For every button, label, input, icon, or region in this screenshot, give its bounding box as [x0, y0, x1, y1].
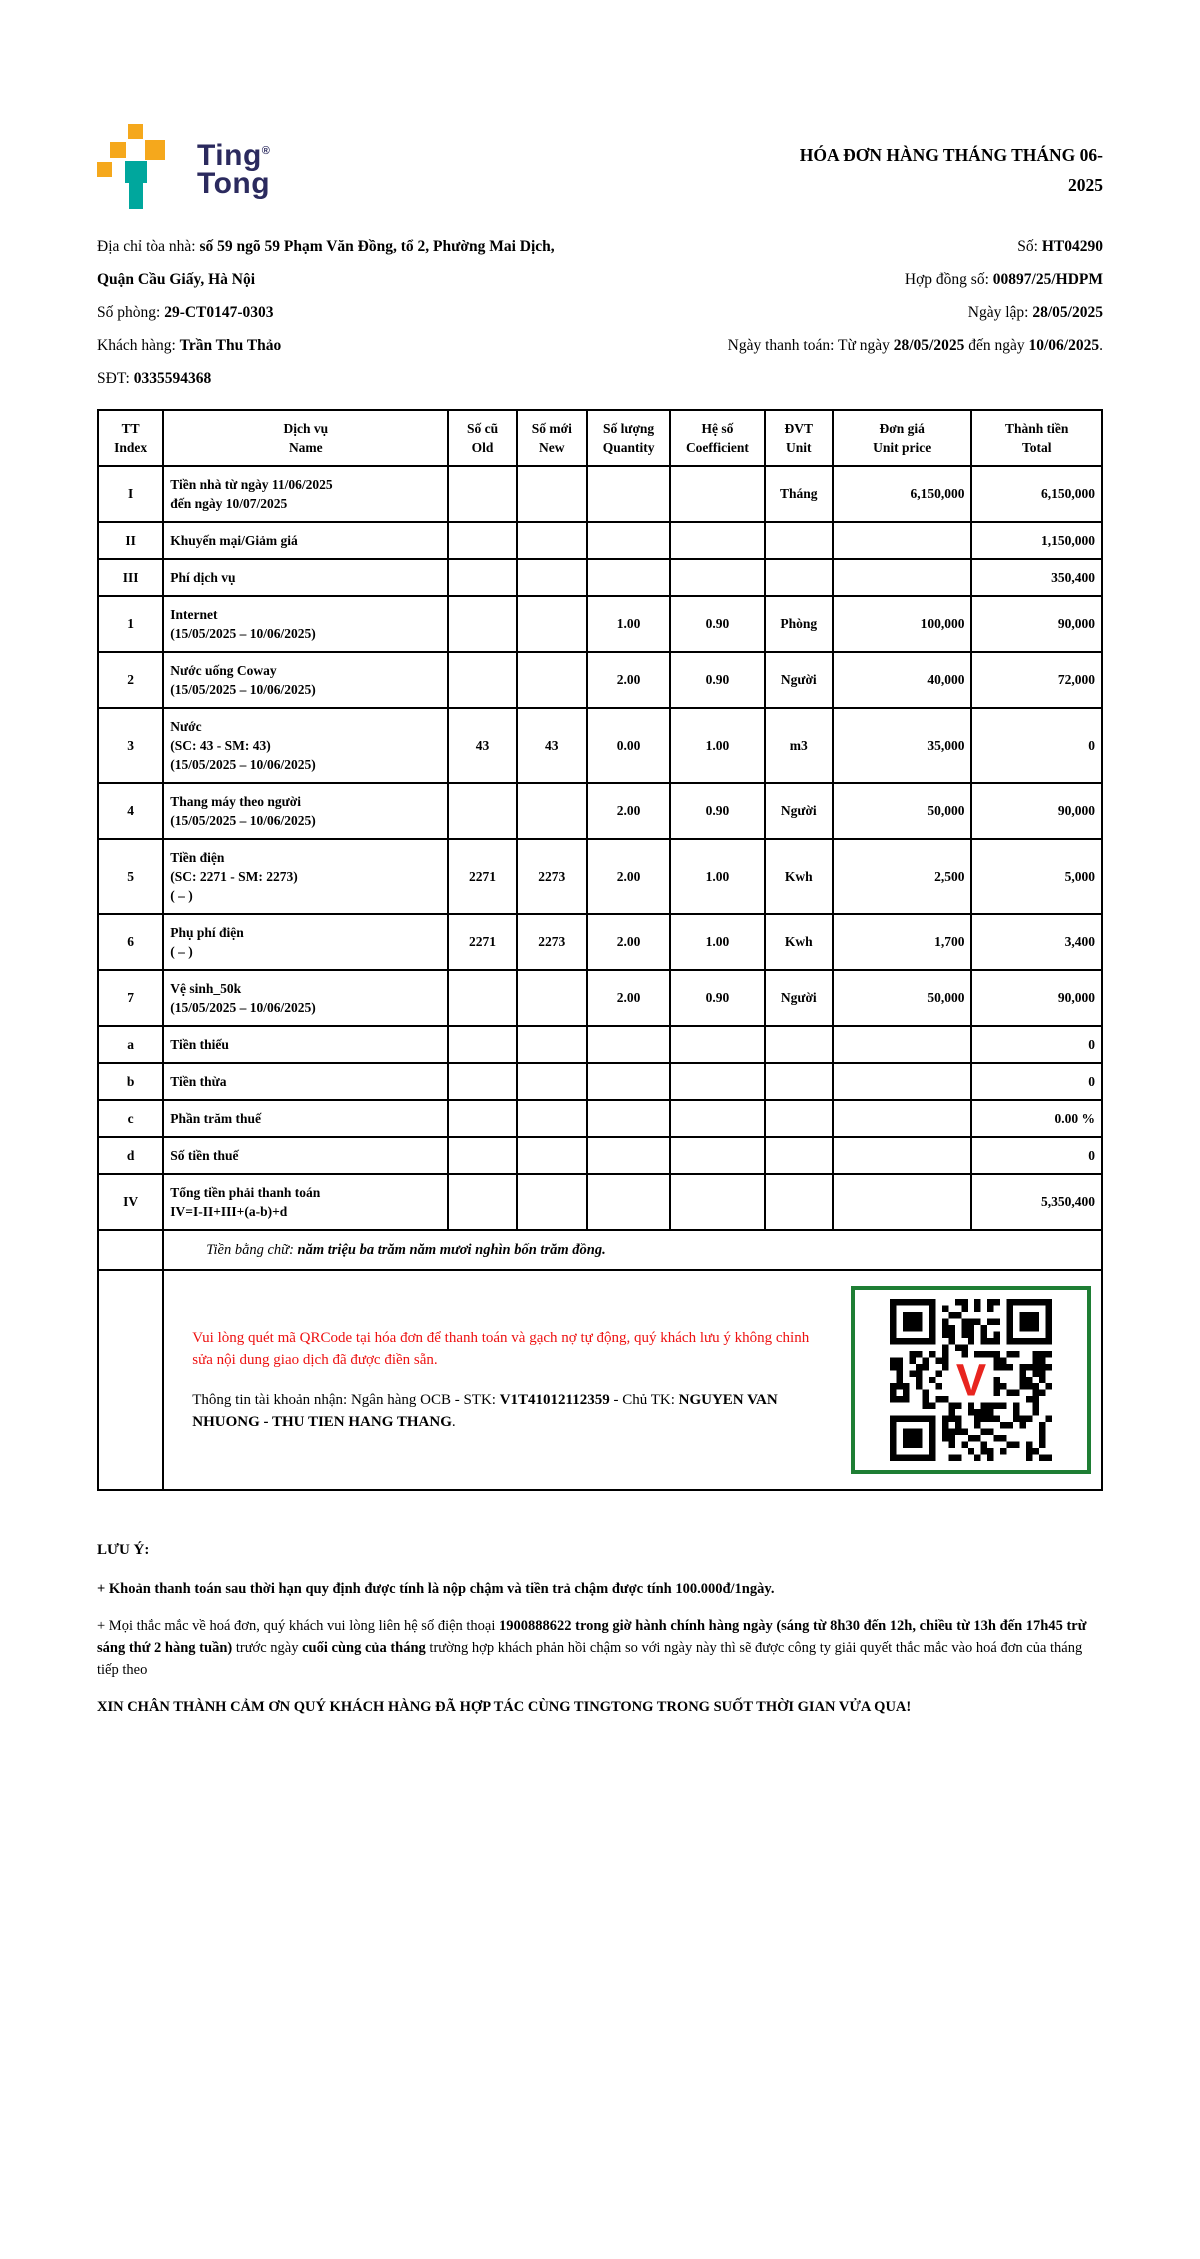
- text-segment: Ngày thanh toán: Từ ngày: [727, 337, 894, 354]
- table-row: [98, 596, 1102, 652]
- customer-name-line: [97, 329, 562, 362]
- cell-total: 0.00 %: [971, 1100, 1102, 1137]
- cell-coef: 0.90: [670, 783, 764, 839]
- cell-total: 90,000: [971, 596, 1102, 652]
- cell-total: 5,000: [971, 839, 1102, 914]
- late-payment-note: [97, 1578, 1103, 1600]
- cell-price: 2,500: [833, 839, 972, 914]
- text-segment: Hợp đồng số:: [904, 271, 993, 288]
- cell-old: [448, 559, 516, 596]
- cell-coef: [670, 559, 764, 596]
- tingtong-logo: [97, 124, 270, 210]
- column-header: Thành tiền Total: [971, 410, 1102, 466]
- table-row: [98, 914, 1102, 970]
- table-row: [98, 1100, 1102, 1137]
- cell-qty: [587, 1063, 670, 1100]
- table-row: [98, 1063, 1102, 1100]
- cell-coef: 1.00: [670, 914, 764, 970]
- cell-new: [517, 970, 587, 1026]
- cell-coef: 0.90: [670, 970, 764, 1026]
- qr-row: [98, 1270, 1102, 1490]
- cell-price: [833, 1100, 972, 1137]
- column-header: ĐVT Unit: [765, 410, 833, 466]
- cell-qty: [587, 466, 670, 522]
- cell-unit: m3: [765, 708, 833, 783]
- text-segment: Tiền bằng chữ:: [206, 1241, 298, 1258]
- cell-total: 5,350,400: [971, 1174, 1102, 1230]
- text-segment: V1T41012112359: [499, 1392, 610, 1408]
- cell-name: Tiền điện (SC: 2271 - SM: 2273) ( – ): [163, 839, 448, 914]
- page-title-line1: HÓA ĐƠN HÀNG THÁNG THÁNG 06-: [799, 145, 1103, 165]
- cell-coef: [670, 522, 764, 559]
- cell-old: [448, 1100, 516, 1137]
- cell-unit: Kwh: [765, 914, 833, 970]
- logo-line2: Tong: [197, 166, 271, 200]
- text-segment: + Khoản thanh toán sau thời hạn quy định được tính là nộp chậm và tiền trả chậm được tính 100.000đ/1ngày.: [97, 1581, 775, 1597]
- column-header: TT Index: [98, 410, 163, 466]
- cell-price: [833, 1026, 972, 1063]
- cell-new: 2273: [517, 839, 587, 914]
- cell-unit: Người: [765, 970, 833, 1026]
- cell-name: Internet (15/05/2025 – 10/06/2025): [163, 596, 448, 652]
- table-row: [98, 839, 1102, 914]
- cell-idx: 1: [98, 596, 163, 652]
- cell-name: Khuyến mại/Giảm giá: [163, 522, 448, 559]
- table-row: [98, 466, 1102, 522]
- cell-unit: [765, 559, 833, 596]
- column-header: Dịch vụ Name: [163, 410, 448, 466]
- text-segment: .: [451, 1414, 456, 1430]
- cell-unit: [765, 1063, 833, 1100]
- cell-old: [448, 522, 516, 559]
- text-segment: NGUYEN VAN NHUONG - THU TIEN HANG THANG: [192, 1392, 778, 1430]
- invoice-table-body: [98, 466, 1102, 1230]
- cell-price: 6,150,000: [833, 466, 972, 522]
- text-segment: 00897/25/HDPM: [992, 271, 1103, 288]
- cell-price: [833, 522, 972, 559]
- cell-new: [517, 1026, 587, 1063]
- cell-unit: Người: [765, 652, 833, 708]
- cell-old: [448, 596, 516, 652]
- cell-qty: 2.00: [587, 783, 670, 839]
- cell-old: [448, 783, 516, 839]
- text-segment: + Mọi thắc mắc về hoá đơn, quý khách vui lòng liên hệ số điện thoại: [97, 1618, 500, 1634]
- text-segment: Thông tin tài khoản nhận: Ngân hàng OCB - STK:: [192, 1392, 500, 1408]
- table-row: [98, 1026, 1102, 1063]
- text-segment: XIN CHÂN THÀNH CẢM ƠN QUÝ KHÁCH HÀNG ĐÃ HỢP TÁC CÙNG TINGTONG TRONG SUỐT THỜI GIAN VỬA QUA!: [97, 1699, 912, 1715]
- cell-new: [517, 1137, 587, 1174]
- cell-total: 0: [971, 708, 1102, 783]
- text-segment: 10/06/2025: [1028, 337, 1100, 354]
- cell-old: [448, 466, 516, 522]
- cell-unit: Tháng: [765, 466, 833, 522]
- contract-number-line: [562, 263, 1103, 296]
- cell-unit: [765, 1026, 833, 1063]
- text-segment: trường hợp khách phản hồi chậm so với ngày này thì sẽ được công ty giải quyết thắc mắc vào hoá đơn của tháng tiếp theo: [97, 1640, 1083, 1678]
- bank-account-text: [192, 1389, 823, 1433]
- room-number-line: [97, 296, 562, 329]
- cell-new: [517, 1174, 587, 1230]
- text-segment: cuối cùng của tháng: [302, 1640, 426, 1656]
- cell-idx: 6: [98, 914, 163, 970]
- invoice-table: [97, 409, 1103, 1491]
- cell-idx: d: [98, 1137, 163, 1174]
- cell-name: Thang máy theo người (15/05/2025 – 10/06/2025): [163, 783, 448, 839]
- cell-price: 100,000: [833, 596, 972, 652]
- cell-price: [833, 1063, 972, 1100]
- qr-code-svg: [890, 1299, 1052, 1461]
- registered-mark-icon: ®: [261, 144, 271, 157]
- invoice-info-right: [562, 230, 1103, 395]
- logo-line1: Ting: [197, 138, 262, 172]
- text-segment: năm triệu ba trăm năm mươi nghìn bốn trăm đồng.: [297, 1241, 606, 1258]
- payment-period-line: [562, 329, 1103, 362]
- cell-coef: [670, 466, 764, 522]
- text-segment: .: [1099, 337, 1103, 354]
- cell-idx: 4: [98, 783, 163, 839]
- text-segment: Khách hàng:: [97, 337, 180, 354]
- cell-coef: [670, 1063, 764, 1100]
- thank-you-note: [97, 1696, 1103, 1718]
- cell-price: [833, 1174, 972, 1230]
- cell-price: 1,700: [833, 914, 972, 970]
- cell-qty: 2.00: [587, 914, 670, 970]
- text-segment: Ngày lập:: [967, 304, 1033, 321]
- footer-notes: [97, 1539, 1103, 1718]
- cell-old: [448, 1063, 516, 1100]
- cell-qty: 2.00: [587, 652, 670, 708]
- cell-unit: [765, 522, 833, 559]
- text-segment: Số phòng:: [97, 304, 165, 321]
- cell-coef: 1.00: [670, 708, 764, 783]
- text-segment: trước ngày: [232, 1640, 303, 1656]
- text-segment: 29-CT0147-0303: [164, 304, 274, 321]
- cell-idx: 5: [98, 839, 163, 914]
- cell-qty: 0.00: [587, 708, 670, 783]
- cell-new: [517, 783, 587, 839]
- cell-qty: 2.00: [587, 970, 670, 1026]
- cell-name: Nước (SC: 43 - SM: 43) (15/05/2025 – 10/06/2025): [163, 708, 448, 783]
- cell-total: 0: [971, 1026, 1102, 1063]
- invoice-table-footer: [98, 1230, 1102, 1490]
- page-title-line2: 2025: [1068, 175, 1103, 195]
- cell-idx: IV: [98, 1174, 163, 1230]
- invoice-content: [97, 0, 1103, 1733]
- table-row: [98, 970, 1102, 1026]
- cell-qty: [587, 1137, 670, 1174]
- column-header: Số cũ Old: [448, 410, 516, 466]
- cell-idx: I: [98, 466, 163, 522]
- table-row: [98, 652, 1102, 708]
- invoice-header: [97, 0, 1103, 210]
- text-segment: 0335594368: [133, 370, 212, 387]
- cell-old: [448, 1137, 516, 1174]
- cell-name: Tiền nhà từ ngày 11/06/2025 đến ngày 10/07/2025: [163, 466, 448, 522]
- text-segment: HT04290: [1041, 238, 1103, 255]
- text-segment: Vui lòng quét mã QRCode tại hóa đơn để thanh toán và gạch nợ tự động, quý khách lưu ý không chỉnh sửa nội dung giao dịch đã được điền sẵn.: [192, 1330, 810, 1368]
- invoice-number-line: [562, 230, 1103, 263]
- phone-line: [97, 362, 562, 395]
- cell-name: Tổng tiền phải thanh toán IV=I-II+III+(a-b)+d: [163, 1174, 448, 1230]
- cell-total: 1,150,000: [971, 522, 1102, 559]
- cell-idx: a: [98, 1026, 163, 1063]
- cell-qty: 2.00: [587, 839, 670, 914]
- cell-old: 2271: [448, 914, 516, 970]
- qr-instructions: [174, 1327, 851, 1433]
- cell-new: [517, 1063, 587, 1100]
- cell-old: [448, 1174, 516, 1230]
- text-segment: Địa chỉ tòa nhà:: [97, 238, 200, 255]
- cell-idx: II: [98, 522, 163, 559]
- amount-in-words: [163, 1230, 1102, 1270]
- cell-old: [448, 970, 516, 1026]
- cell-qty: [587, 1026, 670, 1063]
- amount-in-words-row: [98, 1230, 1102, 1270]
- cell-empty: [98, 1230, 163, 1270]
- cell-price: 35,000: [833, 708, 972, 783]
- cell-idx: b: [98, 1063, 163, 1100]
- text-segment: Số:: [1017, 238, 1042, 255]
- cell-qty: 1.00: [587, 596, 670, 652]
- cell-new: [517, 559, 587, 596]
- text-segment: đến ngày: [964, 337, 1029, 354]
- cell-new: 43: [517, 708, 587, 783]
- cell-total: 350,400: [971, 559, 1102, 596]
- cell-new: [517, 1100, 587, 1137]
- cell-name: Phí dịch vụ: [163, 559, 448, 596]
- table-row: [98, 559, 1102, 596]
- hotline-note: [97, 1615, 1103, 1681]
- text-segment: Trần Thu Thảo: [179, 337, 282, 354]
- cell-price: [833, 559, 972, 596]
- column-header: Hệ số Coefficient: [670, 410, 764, 466]
- cell-unit: [765, 1137, 833, 1174]
- cell-empty: [98, 1270, 163, 1490]
- cell-old: 2271: [448, 839, 516, 914]
- cell-new: 2273: [517, 914, 587, 970]
- cell-total: 0: [971, 1137, 1102, 1174]
- cell-old: 43: [448, 708, 516, 783]
- cell-unit: [765, 1100, 833, 1137]
- qr-section: [163, 1270, 1102, 1490]
- cell-unit: Người: [765, 783, 833, 839]
- cell-qty: [587, 1174, 670, 1230]
- cell-qty: [587, 559, 670, 596]
- invoice-info-left: [97, 230, 562, 395]
- cell-total: 90,000: [971, 970, 1102, 1026]
- cell-name: Vệ sinh_50k (15/05/2025 – 10/06/2025): [163, 970, 448, 1026]
- table-row: [98, 1137, 1102, 1174]
- cell-price: 50,000: [833, 970, 972, 1026]
- cell-qty: [587, 522, 670, 559]
- cell-name: Số tiền thuế: [163, 1137, 448, 1174]
- cell-qty: [587, 1100, 670, 1137]
- cell-total: 90,000: [971, 783, 1102, 839]
- cell-coef: 0.90: [670, 596, 764, 652]
- text-segment: 28/05/2025: [1032, 304, 1103, 321]
- cell-idx: 2: [98, 652, 163, 708]
- column-header: Số lượng Quantity: [587, 410, 670, 466]
- cell-name: Tiền thiếu: [163, 1026, 448, 1063]
- table-row: [98, 522, 1102, 559]
- qr-code: [851, 1286, 1091, 1474]
- cell-coef: [670, 1174, 764, 1230]
- cell-coef: [670, 1100, 764, 1137]
- column-header: Số mới New: [517, 410, 587, 466]
- svg-text:V: V: [955, 1354, 987, 1406]
- cell-idx: 3: [98, 708, 163, 783]
- cell-total: 6,150,000: [971, 466, 1102, 522]
- cell-new: [517, 522, 587, 559]
- cell-idx: 7: [98, 970, 163, 1026]
- text-segment: 28/05/2025: [893, 337, 965, 354]
- cell-coef: 1.00: [670, 839, 764, 914]
- column-header: Đơn giá Unit price: [833, 410, 972, 466]
- cell-new: [517, 466, 587, 522]
- tingtong-logo-icon: [97, 124, 181, 210]
- issue-date-line: [562, 296, 1103, 329]
- table-row: [98, 1174, 1102, 1230]
- cell-new: [517, 652, 587, 708]
- cell-total: 3,400: [971, 914, 1102, 970]
- invoice-table-head-row: [98, 410, 1102, 466]
- cell-price: 40,000: [833, 652, 972, 708]
- tingtong-wordmark: [197, 137, 270, 198]
- table-row: [98, 783, 1102, 839]
- text-segment: SĐT:: [97, 370, 134, 387]
- cell-coef: [670, 1026, 764, 1063]
- cell-coef: 0.90: [670, 652, 764, 708]
- building-address-line: [97, 230, 562, 296]
- cell-price: 50,000: [833, 783, 972, 839]
- cell-old: [448, 1026, 516, 1063]
- qr-warning-text: [192, 1327, 823, 1371]
- cell-total: 0: [971, 1063, 1102, 1100]
- invoice-info: [97, 230, 1103, 395]
- cell-idx: c: [98, 1100, 163, 1137]
- page-title: [683, 140, 1103, 200]
- cell-unit: Kwh: [765, 839, 833, 914]
- cell-price: [833, 1137, 972, 1174]
- cell-name: Phần trăm thuế: [163, 1100, 448, 1137]
- table-row: [98, 708, 1102, 783]
- cell-total: 72,000: [971, 652, 1102, 708]
- cell-name: Tiền thừa: [163, 1063, 448, 1100]
- cell-new: [517, 596, 587, 652]
- text-segment: số 59 ngõ 59 Phạm Văn Đồng, tổ 2, Phường Mai Dịch, Quận Cầu Giấy, Hà Nội: [97, 238, 555, 288]
- text-segment: - Chủ TK:: [609, 1392, 679, 1408]
- text-segment: 1900888622 trong giờ hành chính hàng ngày (sáng từ 8h30 đến 12h, chiều từ 13h đến 17h45 trừ sáng thứ 2 hàng tuần): [97, 1618, 1087, 1656]
- cell-name: Nước uống Coway (15/05/2025 – 10/06/2025): [163, 652, 448, 708]
- cell-unit: Phòng: [765, 596, 833, 652]
- cell-name: Phụ phí điện ( – ): [163, 914, 448, 970]
- cell-idx: III: [98, 559, 163, 596]
- cell-unit: [765, 1174, 833, 1230]
- notes-heading: LƯU Ý:: [97, 1542, 150, 1558]
- cell-coef: [670, 1137, 764, 1174]
- cell-old: [448, 652, 516, 708]
